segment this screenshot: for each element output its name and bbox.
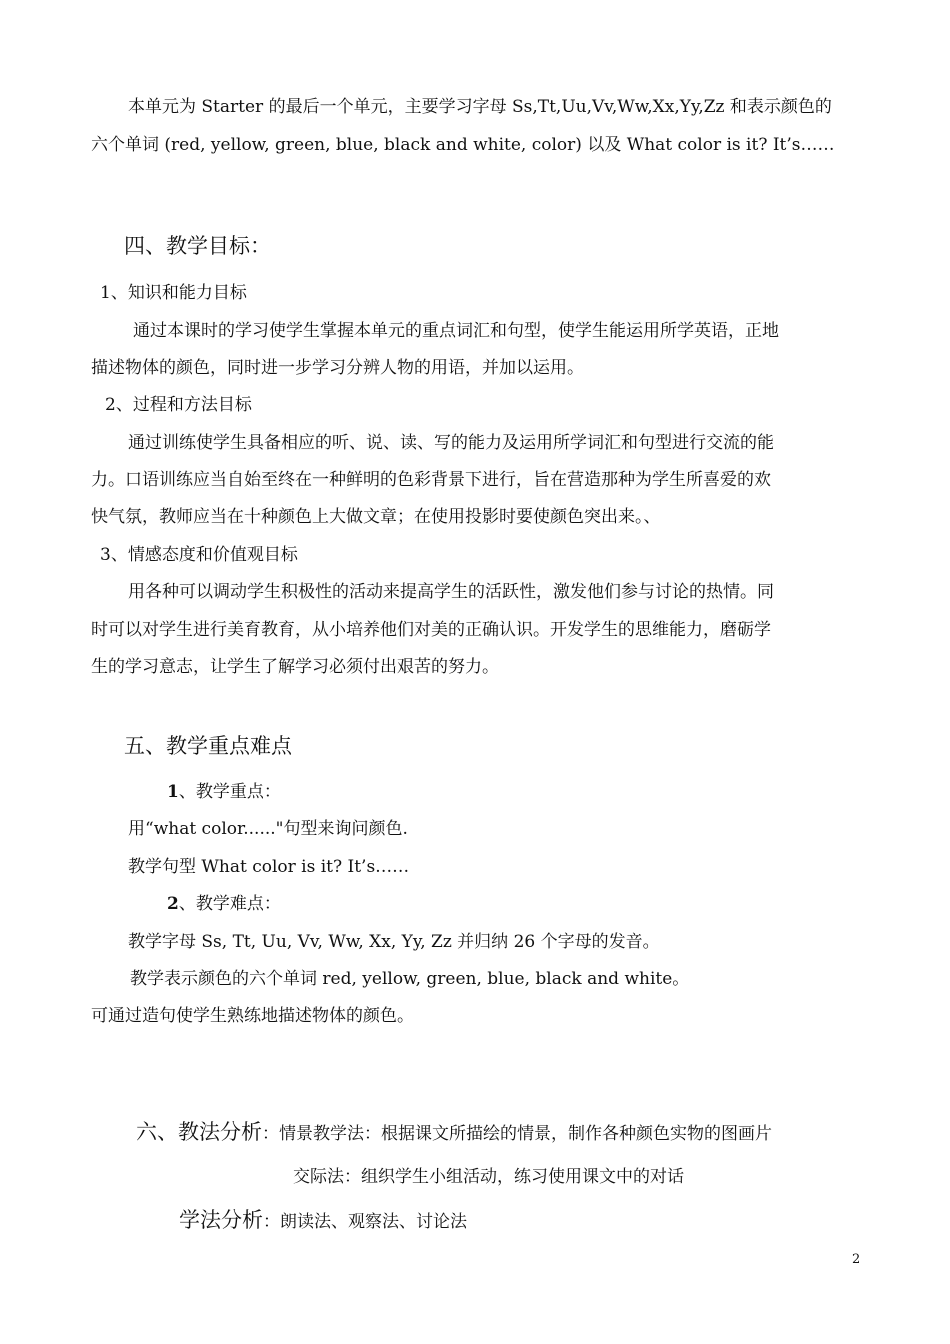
goal-2-line-1: 通过训练使学生具备相应的听、说、读、写的能力及运用所学词汇和句型进行交流的能 <box>128 433 774 453</box>
goal-2-line-3: 快气氛，教师应当在十种颜色上大做文章；在使用投影时要使颜色突出来。、 <box>91 507 661 527</box>
goal-2-heading: 2、过程和方法目标 <box>105 395 252 415</box>
difficult-point-heading-text: 、教学难点： <box>178 894 281 914</box>
section-4-title: 四、教学目标： <box>124 234 271 258</box>
key-point-heading-text: 、教学重点： <box>178 782 281 802</box>
goal-3-line-3: 生的学习意志，让学生了解学习必须付出艰苦的努力。 <box>91 657 499 677</box>
goal-1-heading: 1、知识和能力目标 <box>100 283 247 303</box>
difficult-point-line-3: 可通过造句使学生熟练地描述物体的颜色。 <box>91 1006 414 1026</box>
page-number: 2 <box>852 1252 861 1267</box>
learning-methods: ：朗读法、观察法、讨论法 <box>263 1212 467 1232</box>
goal-1-line-1: 通过本课时的学习使学生掌握本单元的重点词汇和句型，使学生能运用所学英语，正地 <box>133 321 779 341</box>
key-point-line-2: 教学句型 What color is it? It’s…… <box>128 857 410 877</box>
goal-3-heading: 3、情感态度和价值观目标 <box>100 545 298 565</box>
difficult-point-heading <box>167 892 281 916</box>
key-point-number: 1 <box>167 782 179 802</box>
goal-1-line-2: 描述物体的颜色，同时进一步学习分辨人物的用语，并加以运用。 <box>91 358 584 378</box>
teaching-method-1: ：情景教学法：根据课文所描绘的情景，制作各种颜色实物的图画片 <box>262 1124 772 1144</box>
intro-line-2: 六个单词 (red, yellow, green, blue, black and white, color) 以及 What color is it? It’s…… <box>91 135 835 155</box>
learning-method-title: 学法分析 <box>179 1208 263 1232</box>
key-point-line-1: 用“what color......"句型来询问颜色. <box>128 819 408 839</box>
section-5-title: 五、教学重点难点 <box>124 734 292 758</box>
key-point-heading <box>167 780 281 804</box>
difficult-point-line-1: 教学字母 Ss, Tt, Uu, Vv, Ww, Xx, Yy, Zz 并归纳 26 个字母的发音。 <box>128 932 660 952</box>
intro-line-1: 本单元为 Starter 的最后一个单元，主要学习字母 Ss,Tt,Uu,Vv,Ww,Xx,Yy,Zz 和表示颜色的 <box>128 97 832 117</box>
goal-3-line-2: 时可以对学生进行美育教育，从小培养他们对美的正确认识。开发学生的思维能力，磨砺学 <box>91 620 771 640</box>
goal-2-line-2: 力。口语训练应当自始至终在一种鲜明的色彩背景下进行，旨在营造那种为学生所喜爱的欢 <box>91 470 771 490</box>
section-6-title: 六、教法分析 <box>136 1120 262 1144</box>
difficult-point-number: 2 <box>167 894 179 914</box>
goal-3-line-1: 用各种可以调动学生积极性的活动来提高学生的活跃性，激发他们参与讨论的热情。同 <box>128 582 774 602</box>
section-6-row-1 <box>136 1118 772 1148</box>
teaching-method-2: 交际法：组织学生小组活动，练习使用课文中的对话 <box>293 1167 684 1187</box>
difficult-point-line-2: 教学表示颜色的六个单词 red, yellow, green, blue, black and white。 <box>130 969 690 989</box>
section-6-row-3 <box>179 1206 467 1236</box>
